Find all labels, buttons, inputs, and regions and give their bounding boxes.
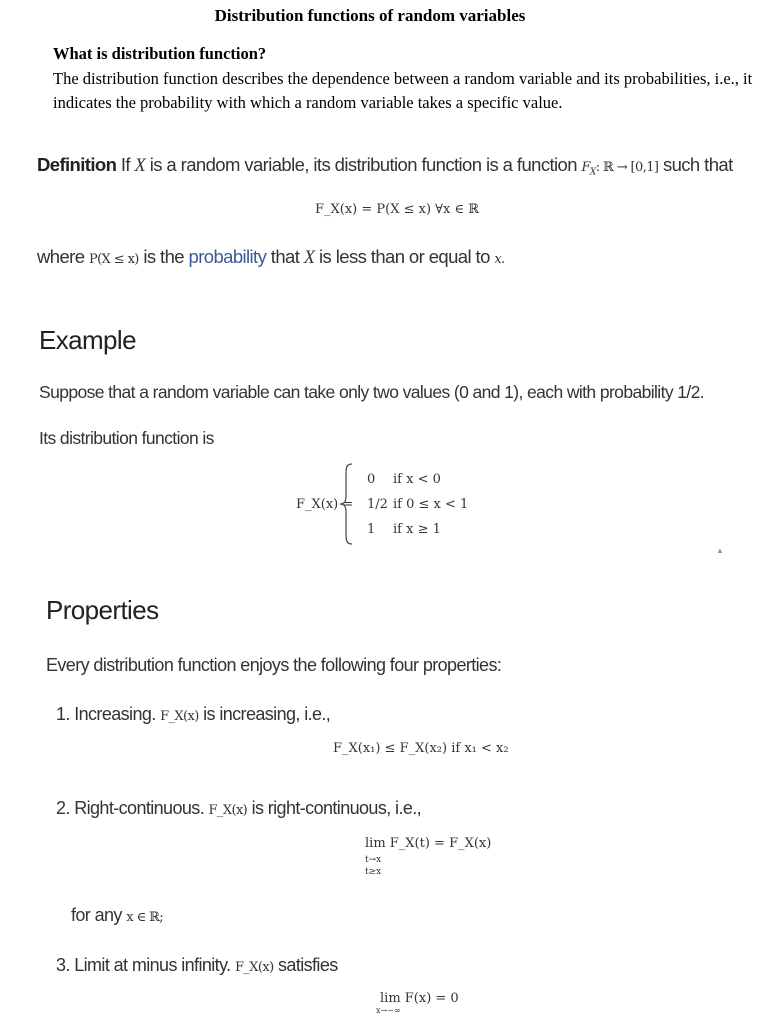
example-text: Suppose that a random variable can take only two values (0 and 1), each with probability 1/2. [39,382,705,402]
where-tail: is less than or equal to [319,246,490,267]
case-condition: if 0 ≤ x < 1 [393,497,469,512]
property-3-formula: lim F(x) = 0 [380,991,459,1006]
case-value: 1/2 [367,497,388,512]
case-value: 0 [367,472,376,487]
property-1-formula: F_X(x₁) ≤ F_X(x₂) if x₁ < x₂ [333,741,509,756]
piecewise-case-1 [367,472,441,487]
where-line [37,246,505,269]
definition-func: F [581,160,590,175]
property-2-text: is right-continuous, i.e., [251,798,422,818]
property-1-func: F_X(x) [160,709,199,724]
definition-func-sub: X [589,167,596,178]
where-expr: P(X ≤ x) [88,252,139,267]
limit-sub-1: t→x [365,855,382,865]
property-3-title: 3. Limit at minus infinity. [56,955,231,975]
intro-paragraph: The distribution function describes the dependence between a random variable and its probabilities, i.e., it indicates the probability with which a random variable takes a specific value. [53,69,753,112]
where-is: is the [143,246,184,267]
property-2 [56,798,421,819]
definition-formula: F_X(x) = P(X ≤ x) ∀x ∈ ℝ [315,202,480,217]
domain-lead: for any [71,905,122,925]
property-2-func: F_X(x) [208,803,248,818]
where-lead: where [37,246,85,267]
triangle-marker-icon: ▲ [716,546,724,555]
property-2-formula: lim F_X(t) = F_X(x) [365,836,492,851]
definition-label: Definition [37,154,117,175]
domain-expr: x ∈ ℝ; [126,910,164,925]
property-1 [56,704,330,725]
property-3-text: satisfies [278,955,338,975]
property-3 [56,955,338,976]
left-brace-icon [338,462,354,546]
case-value: 1 [367,522,376,537]
where-var: X [303,248,315,268]
example-heading: Example [39,325,136,355]
where-that: that [270,246,300,267]
property-1-text: is increasing, i.e., [203,704,331,724]
property-1-title: 1. Increasing. [56,704,156,724]
where-x: x. [494,252,505,267]
properties-intro: Every distribution function enjoys the following four properties: [46,655,502,675]
question-heading: What is distribution function? [53,44,267,63]
piecewise-case-3 [367,522,441,537]
definition-line [37,154,733,178]
property-3-limit-subscript: x→−∞ [376,1006,401,1015]
piecewise-label: F_X(x) = [296,497,354,512]
page-title: Distribution functions of random variables [214,6,526,25]
property-2-limit-subscript [365,854,381,878]
example-text-2: Its distribution function is [39,428,214,448]
definition-mid: is a random variable, its distribution function is a function [149,154,577,175]
property-2-title: 2. Right-continuous. [56,798,205,818]
piecewise-case-2 [367,497,468,512]
property-2-domain [71,905,163,926]
probability-link[interactable]: probability [188,246,267,267]
properties-heading: Properties [46,595,159,625]
case-condition: if x < 0 [393,472,441,487]
definition-mapping: : ℝ → [0,1] [595,160,659,175]
limit-sub-2: t≥x [365,867,382,877]
case-condition: if x ≥ 1 [393,522,441,537]
definition-var: X [134,156,146,176]
property-3-func: F_X(x) [234,960,274,975]
definition-lead: If [120,154,130,175]
definition-tail: such that [662,154,733,175]
